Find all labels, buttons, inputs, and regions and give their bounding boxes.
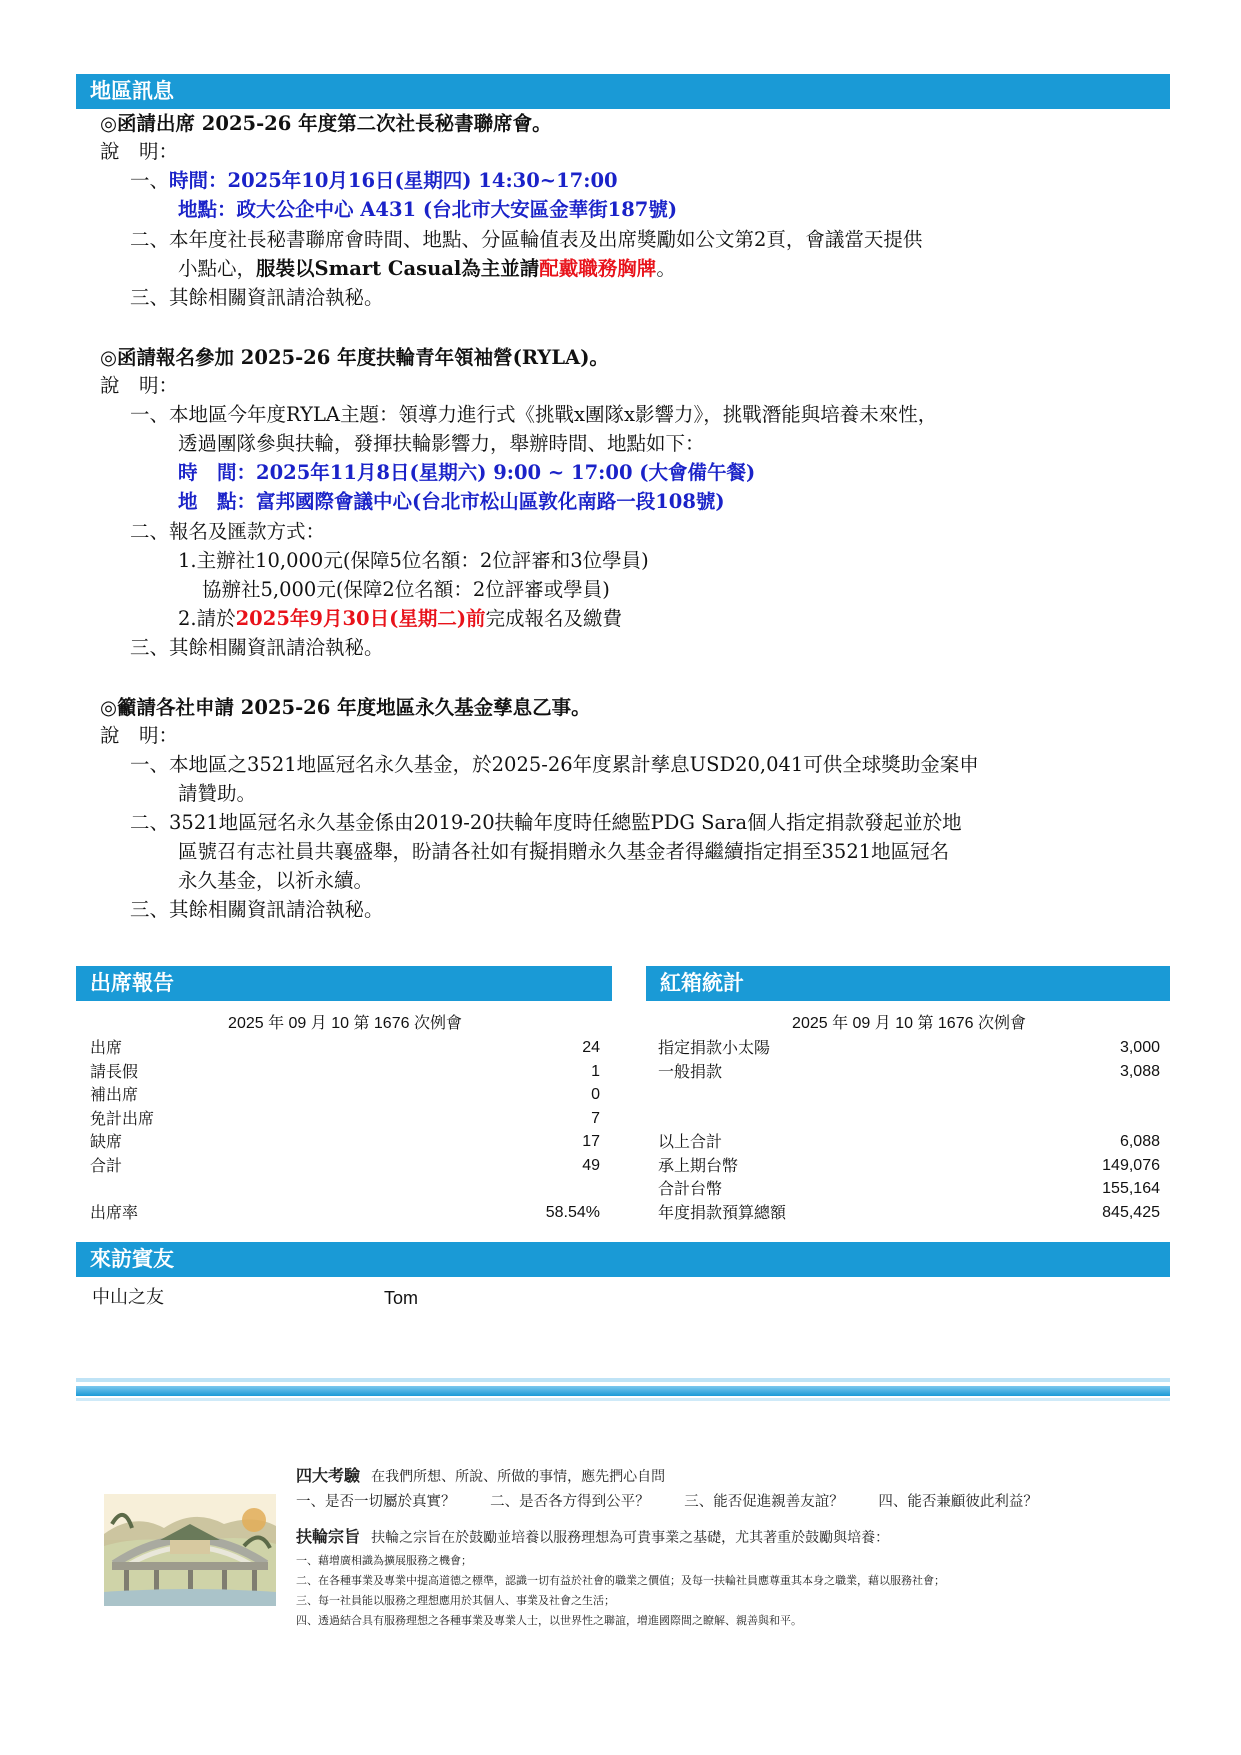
table-row (90, 1083, 600, 1107)
row-label: 缺席 (90, 1132, 123, 1151)
section3-item2a: 二、3521地區冠名永久基金係由2019-20扶輪年度時任總監PDG Sara個人指定捐款發起並於地 (130, 811, 962, 834)
table-row-spacer (658, 1107, 1160, 1131)
row-value: 7 (591, 1109, 600, 1127)
visitors-header: 來訪賓友 (76, 1242, 1170, 1277)
section2-item1b: 透過團隊參與扶輪，發揮扶輪影響力，舉辦時間、地點如下： (178, 432, 705, 455)
row-label: 指定捐款小太陽 (658, 1038, 771, 1057)
footer-divider (76, 1378, 1170, 1382)
row-label: 免計出席 (90, 1108, 155, 1128)
section3-title: ◎籲請各社申請 2025-26 年度地區永久基金孳息乙事。 (100, 696, 591, 719)
row-value: 3,088 (1119, 1062, 1160, 1080)
section2-item2c (178, 605, 622, 633)
section1-label: 說 明： (100, 140, 179, 163)
table-row (90, 1060, 600, 1084)
test-item: 二、是否各方得到公平？ (490, 1494, 650, 1510)
district-header: 地區訊息 (76, 74, 1170, 109)
table-row (658, 1130, 1160, 1154)
table-row (658, 1177, 1160, 1201)
four-way-test-title: 四大考驗 (296, 1466, 361, 1485)
row-value: 149,076 (1102, 1156, 1160, 1174)
section1-dress-code: 服裝以Smart Casual為主並請 (256, 257, 540, 280)
table-row (658, 1154, 1160, 1178)
rate-value: 58.54% (545, 1203, 600, 1221)
redbox-table (658, 1012, 1160, 1224)
row-value: 0 (591, 1086, 600, 1103)
redbox-caption: 2025 年 09 月 10 第 1676 次例會 (792, 1015, 1026, 1032)
section3-item1b: 請贊助。 (178, 782, 257, 805)
rotary-object-title: 扶輪宗旨 (296, 1527, 361, 1546)
table-row (658, 1060, 1160, 1084)
section1-badge-note: 配戴職務胸牌 (539, 257, 657, 280)
redbox-header: 紅箱統計 (646, 966, 1170, 1001)
row-label: 出席 (90, 1038, 123, 1057)
footer-divider-light (76, 1398, 1170, 1401)
row-label: 以上合計 (658, 1132, 723, 1151)
object-item: 二、在各種事業及專業中提高道德之標準，認識一切有益於社會的職業之價值；及每一扶輪社員應尊重其本身之職業，藉以服務社會； (296, 1574, 945, 1587)
test-item: 一、是否一切屬於真實？ (296, 1494, 456, 1510)
visitor-name-label: 中山之友 (92, 1287, 164, 1308)
section1-item2b-4: 。 (656, 257, 676, 280)
section2-title: ◎函請報名參加 2025-26 年度扶輪青年領袖營(RYLA)。 (100, 346, 609, 369)
section3-item3: 三、其餘相關資訊請洽執秘。 (130, 898, 384, 921)
object-item: 一、藉增廣相識為擴展服務之機會； (296, 1554, 472, 1567)
row-label: 補出席 (90, 1085, 139, 1104)
attendance-header: 出席報告 (76, 966, 612, 1001)
section1-item2b (178, 255, 676, 283)
row-label: 合計台幣 (658, 1179, 723, 1198)
table-row (90, 1107, 600, 1131)
row-label: 合計 (90, 1155, 123, 1175)
section1-time: 時間：2025年10月16日(星期四) 14:30~17:00 (169, 169, 618, 192)
section2-deadline: 2025年9月30日(星期二)前 (235, 607, 486, 630)
rotary-object-subtitle: 扶輪之宗旨在於鼓勵並培養以服務理想為可貴事業之基礎，尤其著重於鼓勵與培養： (371, 1530, 890, 1546)
table-row (90, 1036, 600, 1060)
row-label: 承上期台幣 (658, 1155, 739, 1175)
row-value: 49 (582, 1156, 600, 1174)
test-item: 三、能否促進親善友誼？ (684, 1494, 844, 1510)
row-label: 年度捐款預算總額 (658, 1202, 787, 1222)
attendance-caption: 2025 年 09 月 10 第 1676 次例會 (228, 1015, 462, 1032)
object-item: 四、透過結合具有服務理想之各種事業及專業人士，以世界性之聯誼，增進國際間之瞭解、親善與和平。 (296, 1614, 802, 1627)
visitor-name-value: Tom (384, 1288, 419, 1308)
table-row-spacer (658, 1083, 1160, 1107)
four-way-test-subtitle: 在我們所想、所說、所做的事情，應先捫心自問 (371, 1469, 666, 1485)
table-row-spacer (90, 1177, 600, 1201)
row-value: 24 (582, 1039, 600, 1056)
row-value: 1 (591, 1062, 600, 1080)
section1-item2b-1: 小點心， (178, 257, 257, 280)
row-label: 一般捐款 (658, 1061, 723, 1081)
section2-item2a: 1.主辦社10,000元(保障5位名額：2位評審和3位學員) (178, 549, 649, 572)
rate-label: 出席率 (90, 1202, 139, 1222)
section1-item2a: 二、本年度社長秘書聯席會時間、地點、分區輪值表及出席獎勵如公文第2頁，會議當天提供 (130, 228, 923, 251)
attendance-rate-row (90, 1201, 600, 1225)
section2-item1a: 一、本地區今年度RYLA主題：領導力進行式《挑戰x團隊x影響力》，挑戰潛能與培養未來性， (130, 403, 938, 426)
row-value: 3,000 (1119, 1039, 1160, 1056)
row-value: 6,088 (1119, 1133, 1160, 1150)
section2-item3: 三、其餘相關資訊請洽執秘。 (130, 636, 384, 659)
row-label: 請長假 (90, 1061, 139, 1081)
table-row (90, 1154, 600, 1178)
section1-place: 地點：政大公企中心 A431 (台北市大安區金華街187號) (178, 198, 678, 221)
attendance-table (90, 1012, 600, 1224)
landscape-illustration (104, 1494, 276, 1606)
section3-label: 說 明： (100, 724, 179, 747)
section2-item2: 二、報名及匯款方式： (130, 520, 326, 543)
four-way-test-items (296, 1490, 1038, 1511)
test-item: 四、能否兼顧彼此利益？ (878, 1494, 1038, 1510)
section3-item2b: 區號召有志社員共襄盛舉，盼請各社如有擬捐贈永久基金者得繼續指定捐至3521地區冠名 (178, 840, 950, 863)
section2-item2b: 協辦社5,000元(保障2位名額：2位評審或學員) (202, 578, 610, 601)
rotary-object (296, 1524, 889, 1547)
section2-place: 地 點：富邦國際會議中心(台北市松山區敦化南路一段108號) (178, 490, 725, 513)
section1-item1a (130, 167, 618, 195)
section1-item3: 三、其餘相關資訊請洽執秘。 (130, 286, 384, 309)
row-value: 845,425 (1102, 1203, 1160, 1221)
object-item: 三、每一社員能以服務之理想應用於其個人、事業及社會之生活； (296, 1594, 615, 1607)
table-row (658, 1201, 1160, 1225)
footer-divider-main (76, 1386, 1170, 1396)
section3-item1a: 一、本地區之3521地區冠名永久基金，於2025-26年度累計孳息USD20,041可供全球獎助金案申 (130, 753, 979, 776)
row-value: 155,164 (1102, 1180, 1160, 1197)
section1-title: ◎函請出席 2025-26 年度第二次社長秘書聯席會。 (100, 112, 552, 135)
table-row (658, 1036, 1160, 1060)
section2-item2c-3: 完成報名及繳費 (485, 607, 623, 630)
section2-time: 時 間：2025年11月8日(星期六) 9:00 ~ 17:00 (大會備午餐) (178, 461, 756, 484)
section1-item1-num: 一、 (130, 169, 170, 192)
section2-item2c-1: 2.請於 (178, 607, 236, 630)
section2-label: 說 明： (100, 374, 179, 397)
row-value: 17 (582, 1133, 600, 1150)
table-row (90, 1130, 600, 1154)
section3-item2c: 永久基金，以祈永續。 (178, 869, 374, 892)
four-way-test (296, 1463, 665, 1486)
